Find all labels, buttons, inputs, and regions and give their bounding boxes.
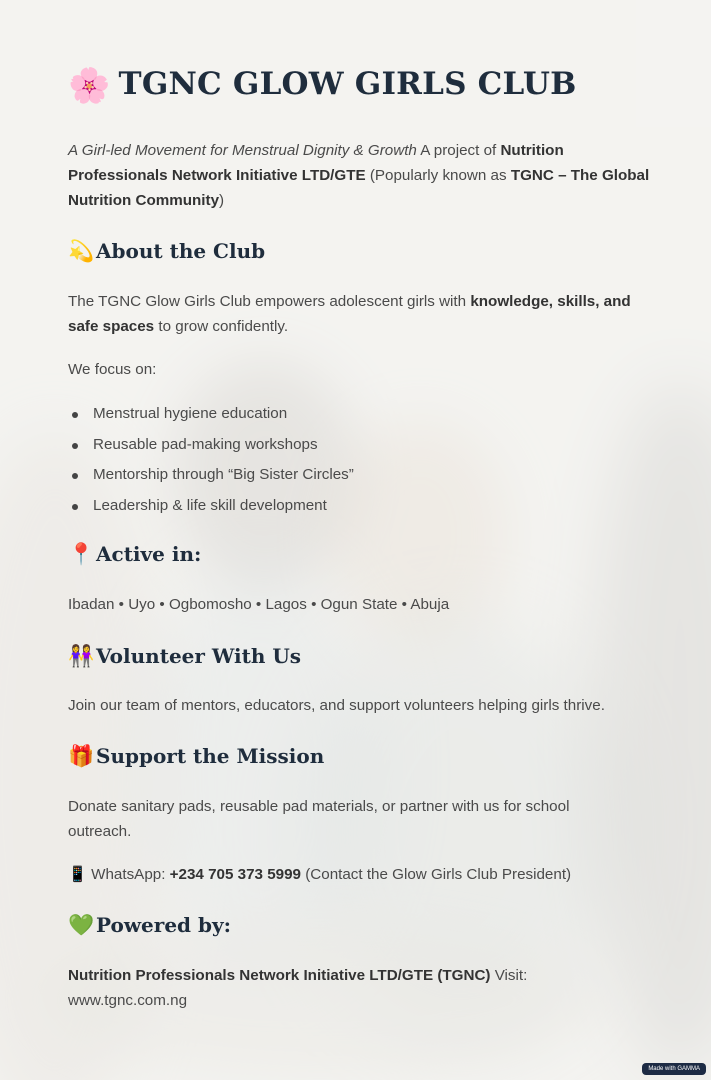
dizzy-star-icon: 💫	[68, 238, 95, 263]
powered-heading	[68, 912, 231, 938]
two-women-icon: 👭	[68, 643, 95, 668]
about-heading-text: About the Club	[96, 239, 266, 263]
visit-link[interactable]: Visit: www.tgnc.com.ng	[68, 967, 528, 1009]
powered-org: Nutrition Professionals Network Initiative LTD/GTE (TGNC)	[68, 967, 491, 984]
list-item: Leadership & life skill development	[68, 491, 354, 522]
intro-text-2: (Popularly known as	[365, 167, 511, 184]
location-pin-icon: 📍	[68, 541, 95, 566]
whatsapp-number[interactable]: +234 705 373 5999	[169, 866, 301, 883]
about-bold: knowledge, skills, and safe spaces	[68, 293, 631, 335]
support-text: Donate sanitary pads, reusable pad materials, or partner with us for school outreach.	[68, 798, 570, 840]
tagline: A Girl-led Movement for Menstrual Dignity & Growth	[68, 142, 417, 159]
volunteer-heading-text: Volunteer With Us	[96, 644, 302, 668]
whatsapp-note: (Contact the Glow Girls Club President)	[301, 866, 572, 883]
active-heading-text: Active in:	[96, 542, 202, 566]
active-heading	[68, 541, 201, 567]
volunteer-heading	[68, 643, 301, 669]
intro-text-1: A project of	[416, 142, 501, 159]
org-name: Nutrition Professionals Network Initiative LTD/GTE	[68, 142, 564, 184]
whatsapp-label: WhatsApp:	[86, 866, 170, 883]
org-alias: TGNC – The Global Nutrition Community	[68, 167, 650, 209]
intro-paragraph	[68, 138, 653, 213]
list-item: Menstrual hygiene education	[68, 399, 354, 430]
list-item: Reusable pad-making workshops	[68, 430, 354, 461]
focus-label: We focus on:	[68, 361, 157, 378]
support-heading-text: Support the Mission	[96, 744, 325, 768]
locations-text: Ibadan • Uyo • Ogbomosho • Lagos • Ogun State • Abuja	[68, 596, 450, 613]
support-heading	[68, 743, 324, 769]
about-text-1: The TGNC Glow Girls Club empowers adolescent girls with	[68, 293, 471, 310]
about-paragraph	[68, 289, 653, 339]
title-text: TGNC GLOW GIRLS CLUB	[118, 66, 577, 102]
green-heart-icon: 💚	[68, 912, 95, 937]
focus-list	[68, 399, 354, 521]
powered-heading-text: Powered by:	[96, 913, 231, 937]
page-title	[68, 66, 577, 106]
about-text-2: to grow confidently.	[154, 318, 289, 335]
cherry-blossom-icon: 🌸	[68, 66, 111, 106]
made-with-gamma-badge[interactable]: Made with GAMMA	[642, 1063, 706, 1075]
volunteer-text: Join our team of mentors, educators, and support volunteers helping girls thrive.	[68, 697, 605, 714]
list-item: Mentorship through “Big Sister Circles”	[68, 460, 354, 491]
whatsapp-line	[68, 862, 653, 887]
gift-icon: 🎁	[68, 743, 95, 768]
intro-text-3: )	[219, 192, 225, 209]
mobile-phone-icon: 📱	[68, 866, 87, 883]
powered-text	[68, 963, 588, 1013]
about-heading	[68, 238, 265, 264]
